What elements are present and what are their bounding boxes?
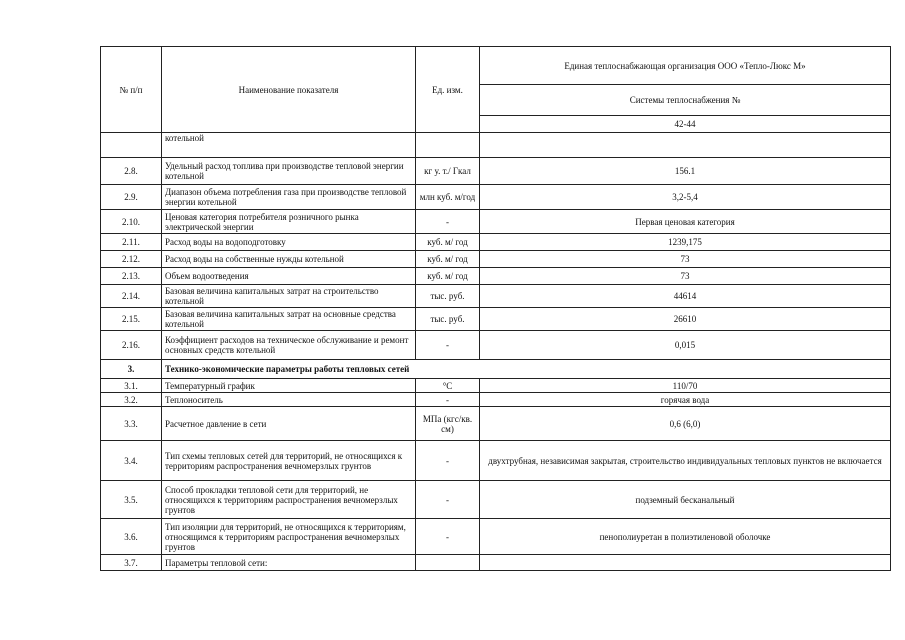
row-unit: °С: [416, 379, 480, 393]
row-num: 2.10.: [101, 210, 162, 234]
header-system-number: 42-44: [480, 116, 891, 133]
row-name: Удельный расход топлива при производстве тепловой энергии котельной: [162, 158, 416, 185]
row-num: 2.15.: [101, 308, 162, 331]
table-row: [101, 555, 891, 571]
row-value: горячая вода: [480, 393, 891, 407]
table-row: [101, 441, 891, 481]
row-num: 2.8.: [101, 158, 162, 185]
table-row: [101, 133, 891, 158]
row-num: 2.13.: [101, 268, 162, 285]
row-value: 156.1: [480, 158, 891, 185]
row-value: пенополиуретан в полиэтиленовой оболочке: [480, 519, 891, 555]
header-name: Наименование показателя: [162, 47, 416, 133]
header-num: № п/п: [101, 47, 162, 133]
table-row: [101, 331, 891, 360]
table-row: [101, 393, 891, 407]
row-unit: кг у. т./ Гкал: [416, 158, 480, 185]
row-unit: куб. м/ год: [416, 251, 480, 268]
header-org: Единая теплоснабжающая организация ООО «Тепло-Люкс М»: [480, 47, 891, 85]
row-value: 73: [480, 268, 891, 285]
row-name: Расчетное давление в сети: [162, 407, 416, 441]
row-num: 3.3.: [101, 407, 162, 441]
table-row: [101, 158, 891, 185]
row-num: 3.2.: [101, 393, 162, 407]
indicators-table: [100, 46, 891, 571]
row-name: Коэффициент расходов на техническое обслуживание и ремонт основных средств котельной: [162, 331, 416, 360]
row-value: Первая ценовая категория: [480, 210, 891, 234]
table-row: [101, 379, 891, 393]
row-name: Расход воды на водоподготовку: [162, 234, 416, 251]
row-unit: куб. м/ год: [416, 268, 480, 285]
row-name: Теплоноситель: [162, 393, 416, 407]
table-row: [101, 519, 891, 555]
row-num: 2.9.: [101, 185, 162, 210]
row-name: Базовая величина капитальных затрат на строительство котельной: [162, 285, 416, 308]
header-systems: Системы теплоснабжения №: [480, 85, 891, 116]
row-name: Способ прокладки тепловой сети для территорий, не относящихся к территориям распространения вечномерзлых грунтов: [162, 481, 416, 519]
row-name: Диапазон объема потребления газа при производстве тепловой энергии котельной: [162, 185, 416, 210]
row-value: подземный бесканальный: [480, 481, 891, 519]
row-num: 3.7.: [101, 555, 162, 571]
row-value: двухтрубная, независимая закрытая, строительство индивидуальных тепловых пунктов не включается: [480, 441, 891, 481]
row-name: Ценовая категория потребителя розничного рынка электрической энергии: [162, 210, 416, 234]
row-unit: -: [416, 331, 480, 360]
row-num: 2.16.: [101, 331, 162, 360]
table-row: [101, 210, 891, 234]
row-value: 26610: [480, 308, 891, 331]
table-row: [101, 268, 891, 285]
section-num: 3.: [101, 360, 162, 379]
table-row: [101, 285, 891, 308]
row-unit: МПа (кгс/кв. см): [416, 407, 480, 441]
row-num: [101, 133, 162, 158]
row-num: 3.5.: [101, 481, 162, 519]
row-name: котельной: [162, 133, 416, 158]
row-unit: -: [416, 441, 480, 481]
table-row: [101, 185, 891, 210]
row-num: 2.11.: [101, 234, 162, 251]
row-value: 0,6 (6,0): [480, 407, 891, 441]
row-value: 110/70: [480, 379, 891, 393]
row-name: Тип схемы тепловых сетей для территорий, не относящихся к территориям распространения вечномерзлых грунтов: [162, 441, 416, 481]
table-row: [101, 481, 891, 519]
row-num: 2.14.: [101, 285, 162, 308]
row-num: 3.1.: [101, 379, 162, 393]
row-value: 1239,175: [480, 234, 891, 251]
table-row: [101, 251, 891, 268]
row-unit: млн куб. м/год: [416, 185, 480, 210]
row-num: 3.4.: [101, 441, 162, 481]
row-unit: -: [416, 210, 480, 234]
row-name: Тип изоляции для территорий, не относящихся к территориям, относящимся к территориям распространения вечномерзлых грунтов: [162, 519, 416, 555]
table-row: [101, 234, 891, 251]
section-row: [101, 360, 891, 379]
section-title: Технико-экономические параметры работы тепловых сетей: [162, 360, 891, 379]
row-unit: тыс. руб.: [416, 308, 480, 331]
row-value: 73: [480, 251, 891, 268]
row-unit: -: [416, 519, 480, 555]
row-num: 3.6.: [101, 519, 162, 555]
row-value: 3,2-5,4: [480, 185, 891, 210]
row-name: Объем водоотведения: [162, 268, 416, 285]
row-unit: -: [416, 481, 480, 519]
table-row: [101, 308, 891, 331]
row-num: 2.12.: [101, 251, 162, 268]
row-value: 44614: [480, 285, 891, 308]
header-unit: Ед. изм.: [416, 47, 480, 133]
row-unit: -: [416, 393, 480, 407]
row-name: Температурный график: [162, 379, 416, 393]
row-name: Расход воды на собственные нужды котельной: [162, 251, 416, 268]
table-row: [101, 407, 891, 441]
row-value: 0,015: [480, 331, 891, 360]
row-unit: [416, 133, 480, 158]
row-name: Базовая величина капитальных затрат на основные средства котельной: [162, 308, 416, 331]
row-unit: куб. м/ год: [416, 234, 480, 251]
row-value: [480, 555, 891, 571]
row-name: Параметры тепловой сети:: [162, 555, 416, 571]
row-unit: тыс. руб.: [416, 285, 480, 308]
row-value: [480, 133, 891, 158]
row-unit: [416, 555, 480, 571]
